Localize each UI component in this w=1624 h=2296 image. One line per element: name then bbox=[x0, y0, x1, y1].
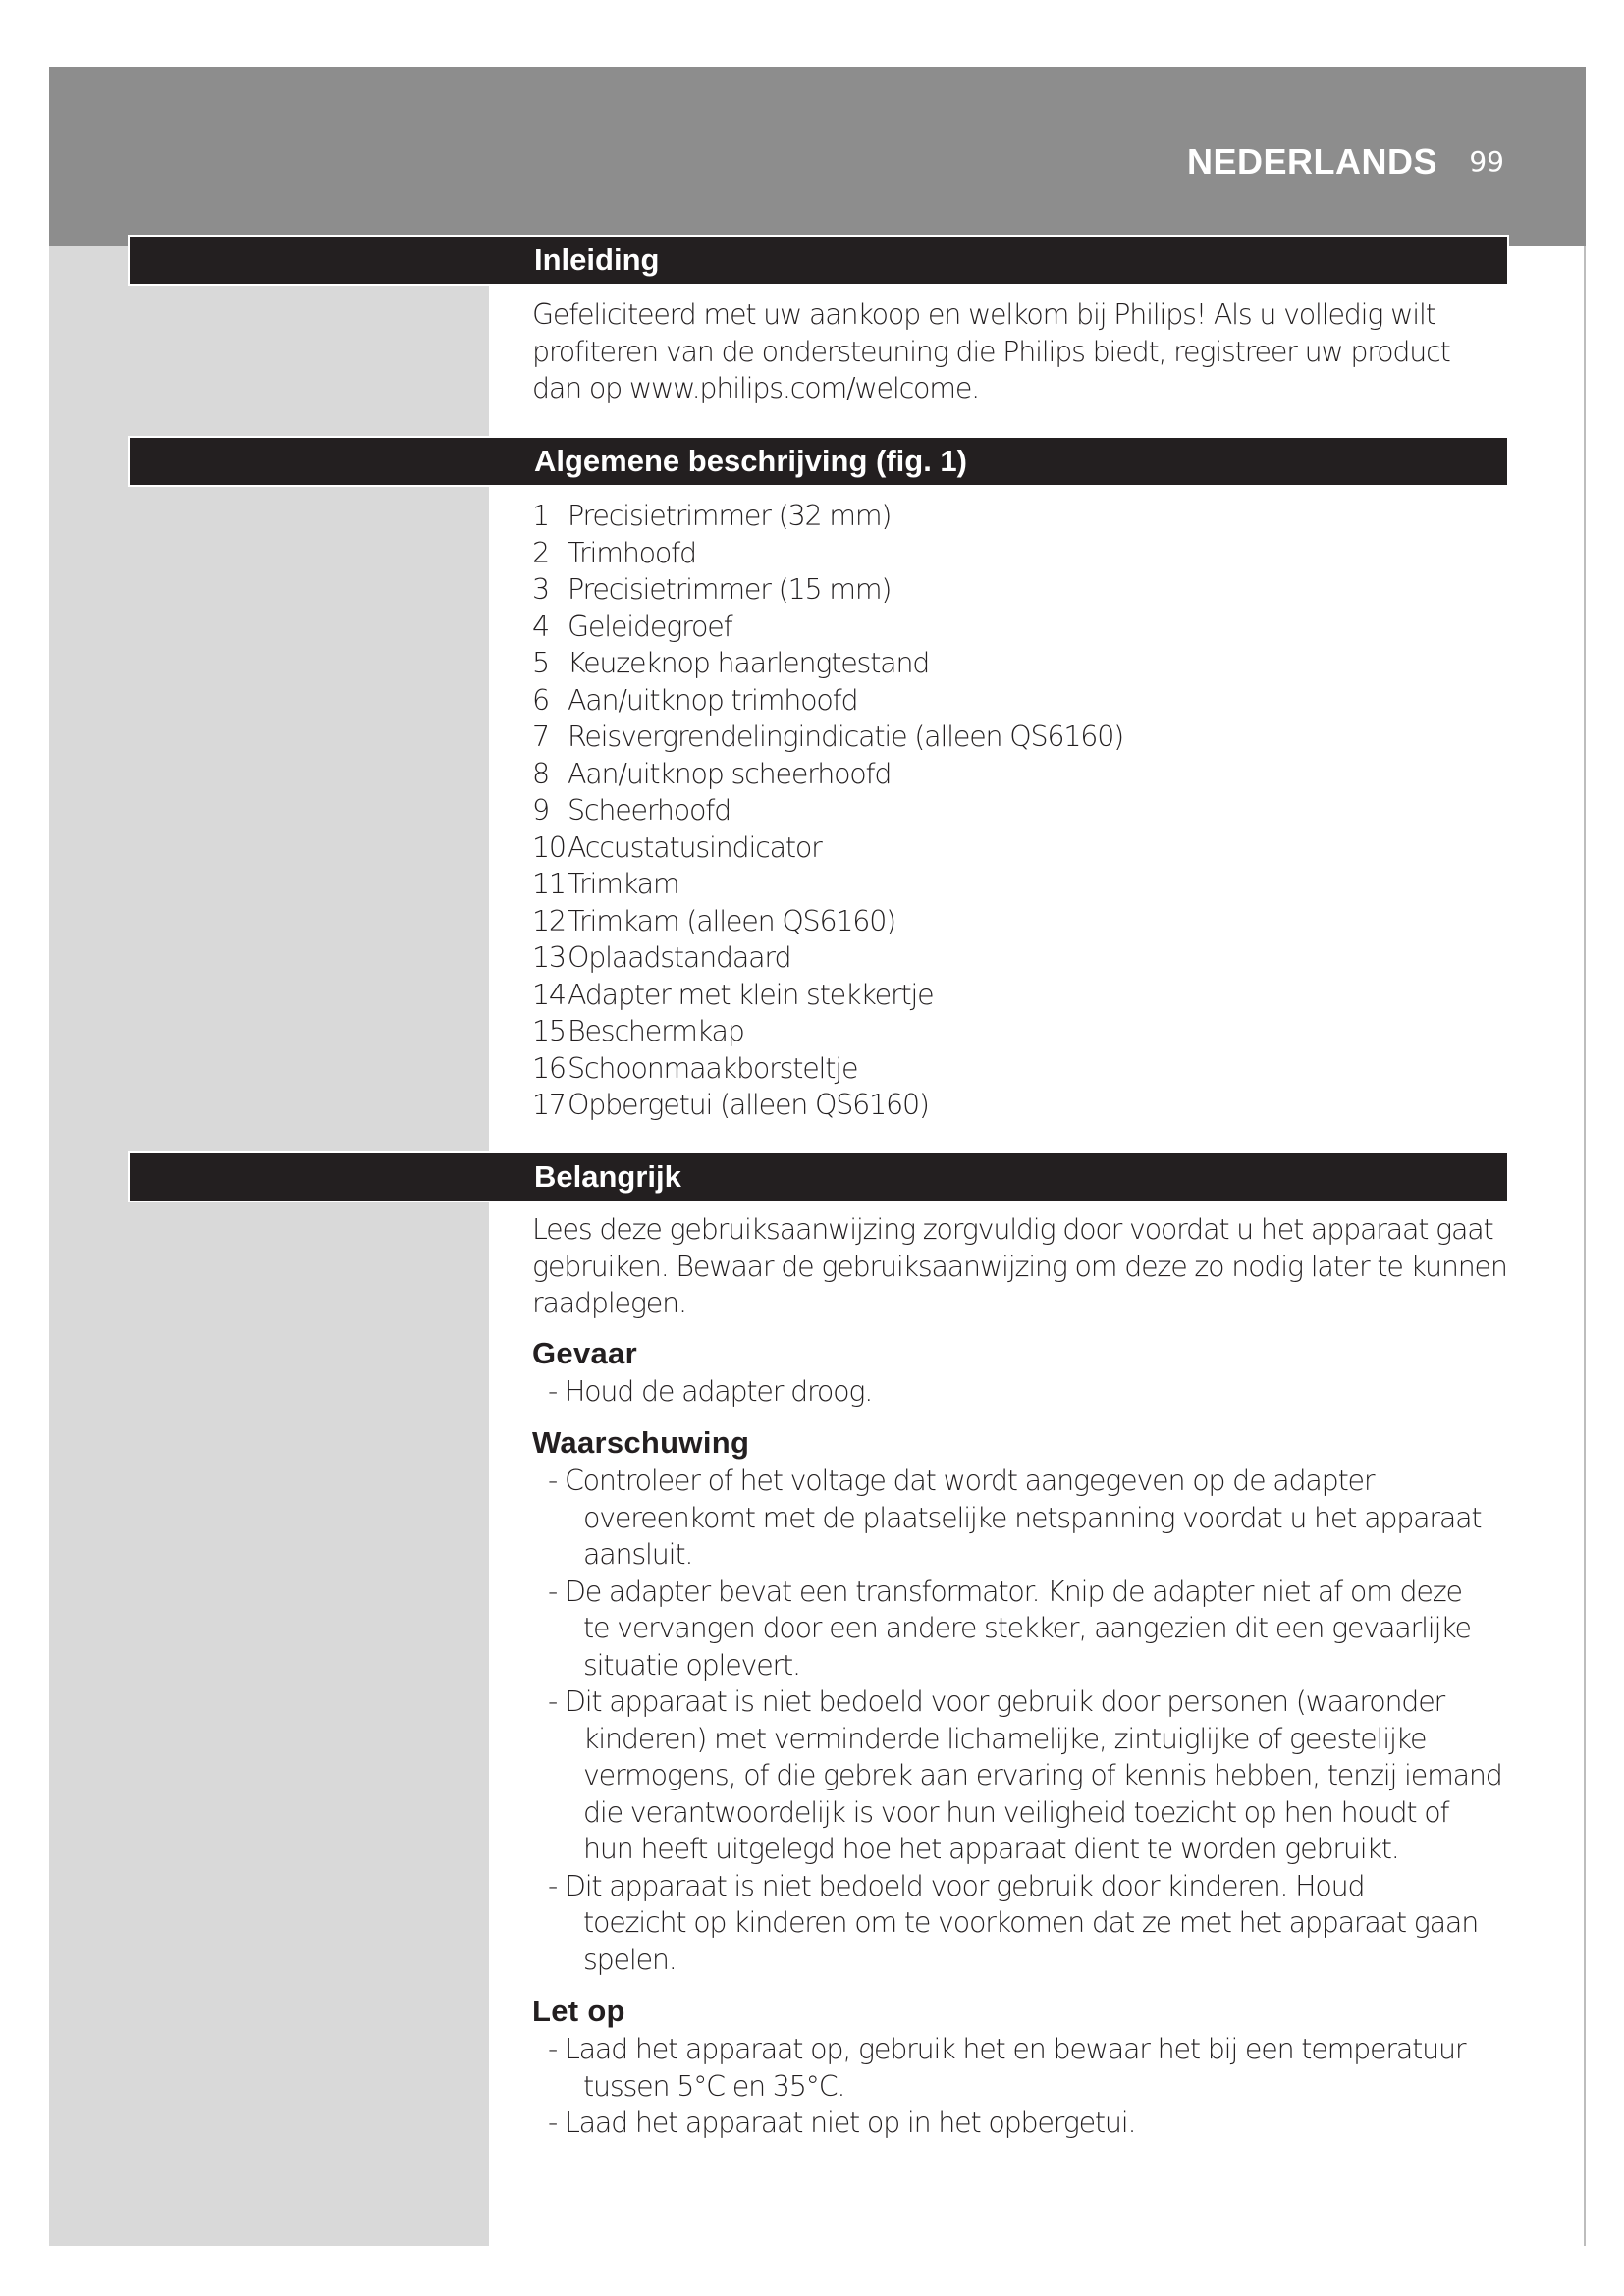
list-item-label: Aan/uitknop scheerhoofd bbox=[568, 757, 892, 790]
page-number: 99 bbox=[1469, 145, 1504, 178]
list-item-number: 7 bbox=[532, 721, 549, 753]
list-item-number: 14 bbox=[532, 978, 566, 1011]
bullet-line: - Controleer of het voltage dat wordt aangegeven op de adapter bbox=[548, 1465, 1375, 1497]
list-item-label: Beschermkap bbox=[568, 1015, 744, 1047]
list-item bbox=[532, 829, 1514, 867]
section-bar-important bbox=[128, 1151, 1509, 1202]
bullet-line: spelen. bbox=[583, 1943, 677, 1976]
list-item-number: 3 bbox=[532, 573, 549, 606]
bullet-line: die verantwoordelijk is voor hun veiligheid toezicht op hen houdt of bbox=[583, 1795, 1449, 1829]
bullet-item bbox=[532, 1373, 1514, 1411]
bullet-line: - Dit apparaat is niet bedoeld voor gebruik door personen (waaronder bbox=[548, 1685, 1445, 1718]
important-line: raadplegen. bbox=[532, 1287, 686, 1319]
important-body bbox=[532, 1211, 1514, 2142]
list-item-number: 5 bbox=[532, 647, 549, 679]
list-item-number: 17 bbox=[532, 1089, 566, 1121]
bullet-line: kinderen) met verminderde lichamelijke, zintuiglijke of geestelijke bbox=[583, 1722, 1427, 1755]
section-title-important: Belangrijk bbox=[534, 1159, 681, 1194]
bullet-line: te vervangen door een andere stekker, aangezien dit een gevaarlijke bbox=[583, 1612, 1471, 1644]
bullet-item bbox=[532, 2031, 1514, 2105]
bullet-line: hun heeft uitgelegd hoe het apparaat dient te worden gebruikt. bbox=[583, 1833, 1399, 1865]
list-item bbox=[532, 571, 1514, 609]
list-item bbox=[532, 903, 1514, 940]
important-line: gebruiken. Bewaar de gebruiksaanwijzing om deze zo nodig later te kunnen bbox=[532, 1250, 1507, 1283]
bullet-item bbox=[532, 1868, 1514, 1979]
bullet-item bbox=[532, 1683, 1514, 1868]
right-margin-rule bbox=[1584, 246, 1586, 2246]
list-item-label: Adapter met klein stekkertje bbox=[568, 978, 934, 1011]
list-item-number: 9 bbox=[532, 794, 549, 827]
list-item-label: Trimhoofd bbox=[568, 536, 696, 569]
intro-body bbox=[532, 296, 1514, 407]
list-item-number: 10 bbox=[532, 830, 566, 864]
bullet-line: - Houd de adapter droog. bbox=[548, 1374, 873, 1408]
caution-list bbox=[532, 2031, 1514, 2142]
list-item-number: 12 bbox=[532, 904, 566, 937]
section-bar-intro bbox=[128, 235, 1509, 286]
list-item-label: Reisvergrendelingindicatie (alleen QS6160) bbox=[568, 721, 1124, 753]
list-item bbox=[532, 719, 1514, 756]
intro-line: profiteren van de ondersteuning die Philips biedt, registreer uw product bbox=[532, 335, 1450, 368]
list-item bbox=[532, 645, 1514, 682]
bullet-line: aansluit. bbox=[583, 1538, 693, 1571]
list-item-label: Geleidegroef bbox=[568, 610, 732, 643]
bullet-line: - Laad het apparaat niet op in het opbergetui. bbox=[548, 2107, 1136, 2139]
caution-heading: Let op bbox=[532, 1994, 625, 2028]
bullet-item bbox=[532, 1463, 1514, 1574]
bullet-line: - De adapter bevat een transformator. Knip de adapter niet af om deze bbox=[548, 1575, 1462, 1608]
bullet-item bbox=[532, 2105, 1514, 2142]
bullet-line: toezicht op kinderen om te voorkomen dat ze met het apparaat gaan bbox=[583, 1906, 1479, 1939]
left-margin-column bbox=[49, 246, 489, 2246]
list-item-label: Keuzeknop haarlengtestand bbox=[568, 647, 930, 679]
list-item bbox=[532, 1013, 1514, 1050]
parts-list bbox=[532, 498, 1514, 1124]
list-item-label: Schoonmaakborsteltje bbox=[568, 1051, 858, 1085]
list-item-label: Oplaadstandaard bbox=[568, 941, 791, 974]
section-title-description: Algemene beschrijving (fig. 1) bbox=[534, 444, 967, 478]
list-item bbox=[532, 682, 1514, 720]
list-item-number: 15 bbox=[532, 1015, 566, 1047]
list-item bbox=[532, 1087, 1514, 1124]
bullet-line: vermogens, of die gebrek aan ervaring of kennis hebben, tenzij iemand bbox=[583, 1759, 1502, 1791]
list-item bbox=[532, 792, 1514, 829]
bullet-item bbox=[532, 1574, 1514, 1684]
list-item-number: 2 bbox=[532, 536, 549, 569]
intro-line: dan op www.philips.com/welcome. bbox=[532, 372, 980, 404]
list-item-number: 4 bbox=[532, 610, 549, 643]
bullet-line: situatie oplevert. bbox=[583, 1648, 800, 1682]
list-item bbox=[532, 498, 1514, 535]
warning-heading: Waarschuwing bbox=[532, 1425, 750, 1460]
list-item bbox=[532, 866, 1514, 903]
description-list-container bbox=[532, 498, 1514, 1124]
list-item-label: Opbergetui (alleen QS6160) bbox=[568, 1089, 929, 1121]
bullet-line: tussen 5°C en 35°C. bbox=[583, 2069, 845, 2103]
bullet-line: - Laad het apparaat op, gebruik het en bewaar het bij een temperatuur bbox=[548, 2033, 1466, 2065]
intro-line: Gefeliciteerd met uw aankoop en welkom bij Philips! Als u volledig wilt bbox=[532, 298, 1435, 331]
list-item bbox=[532, 977, 1514, 1014]
list-item-number: 6 bbox=[532, 683, 549, 717]
list-item-label: Trimkam (alleen QS6160) bbox=[568, 904, 896, 937]
danger-list bbox=[532, 1373, 1514, 1411]
danger-heading: Gevaar bbox=[532, 1335, 637, 1370]
warning-list bbox=[532, 1463, 1514, 1978]
list-item bbox=[532, 939, 1514, 977]
list-item-label: Precisietrimmer (32 mm) bbox=[568, 500, 892, 532]
list-item-number: 16 bbox=[532, 1051, 566, 1085]
bullet-line: - Dit apparaat is niet bedoeld voor gebruik door kinderen. Houd bbox=[548, 1869, 1365, 1902]
list-item-number: 1 bbox=[532, 500, 549, 532]
section-bar-description bbox=[128, 436, 1509, 487]
section-title-intro: Inleiding bbox=[534, 242, 660, 277]
list-item-label: Scheerhoofd bbox=[568, 794, 731, 827]
list-item bbox=[532, 1050, 1514, 1088]
list-item-number: 8 bbox=[532, 757, 549, 790]
list-item-number: 11 bbox=[532, 868, 566, 900]
list-item-label: Accustatusindicator bbox=[568, 830, 822, 864]
bullet-line: overeenkomt met de plaatselijke netspanning voordat u het apparaat bbox=[583, 1501, 1482, 1534]
list-item-label: Precisietrimmer (15 mm) bbox=[568, 573, 892, 606]
list-item-label: Aan/uitknop trimhoofd bbox=[568, 683, 858, 717]
list-item-number: 13 bbox=[532, 941, 566, 974]
important-line: Lees deze gebruiksaanwijzing zorgvuldig door voordat u het apparaat gaat bbox=[532, 1213, 1493, 1246]
list-item bbox=[532, 756, 1514, 793]
list-item bbox=[532, 609, 1514, 646]
list-item bbox=[532, 535, 1514, 572]
list-item-label: Trimkam bbox=[568, 868, 679, 900]
header-language: NEDERLANDS bbox=[1186, 141, 1437, 182]
